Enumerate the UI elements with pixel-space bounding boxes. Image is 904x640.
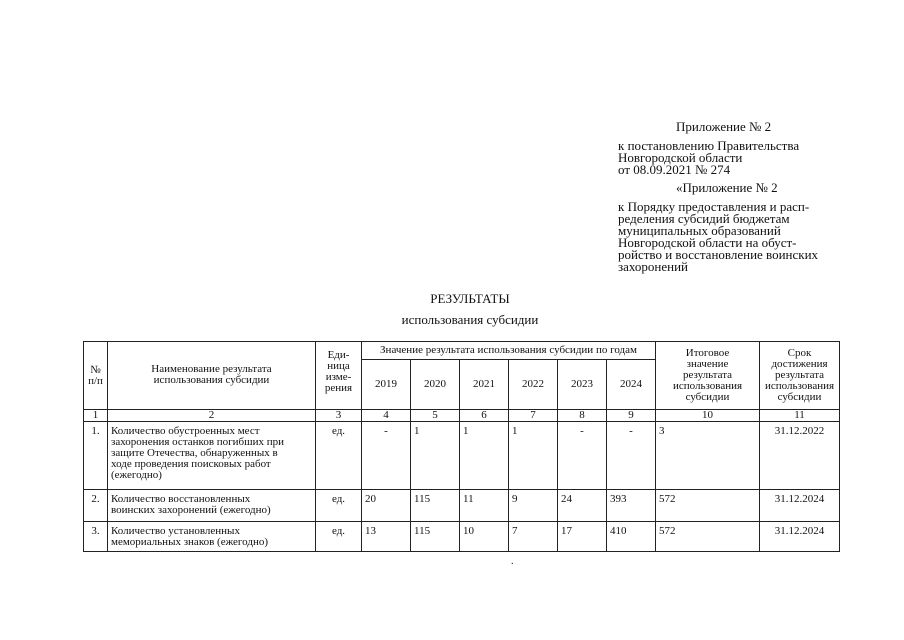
header-year: 2023	[558, 360, 607, 410]
header-deadline-line: использования	[764, 380, 835, 392]
row-total: 3	[656, 422, 760, 490]
header-no-line: №	[90, 363, 101, 376]
inner-appendix-line: муниципальных образований	[618, 223, 781, 238]
column-number: 4	[362, 410, 411, 422]
header-unit-line: рения	[324, 382, 353, 394]
row-deadline: 31.12.2024	[760, 490, 840, 522]
header-year: 2019	[362, 360, 411, 410]
row-total: 572	[656, 522, 760, 552]
row-number: 3.	[84, 522, 108, 552]
value-2021: 1	[460, 422, 509, 490]
value-2022: 9	[509, 490, 558, 522]
row-total: 572	[656, 490, 760, 522]
row-name-line: мемориальных знаков (ежегодно)	[111, 536, 268, 548]
header-no-line: п/п	[88, 374, 103, 387]
column-number: 8	[558, 410, 607, 422]
column-number: 3	[316, 410, 362, 422]
value-2020: 1	[411, 422, 460, 490]
header-deadline-line: субсидии	[777, 391, 822, 403]
header-name	[108, 342, 316, 410]
header-unit-line: ница	[327, 360, 350, 372]
row-name-line: Количество восстановленных	[111, 493, 251, 505]
row-unit: ед.	[316, 522, 362, 552]
header-total-line: использования	[672, 380, 743, 392]
table-row	[84, 422, 840, 490]
header-years-group: Значение результата использования субсидии по годам	[362, 342, 656, 360]
inner-appendix-title: «Приложение № 2	[676, 180, 778, 195]
header-total-line: результата	[682, 369, 733, 381]
header-total-line: значение	[686, 358, 729, 370]
value-2024: 410	[607, 522, 656, 552]
appendix-line: от 08.09.2021 № 274	[618, 162, 731, 177]
row-name-line: (ежегодно)	[111, 469, 162, 481]
appendix-title: Приложение № 2	[676, 119, 772, 134]
header-unit-line: Еди-	[327, 349, 350, 361]
header-deadline-line: достижения	[771, 358, 828, 370]
inner-appendix-line: ределения субсидий бюджетам	[618, 211, 790, 226]
header-name-line: Наименование результата	[151, 363, 272, 375]
row-name-line: защите Отечества, обнаруженных в	[111, 447, 278, 459]
header-deadline	[760, 342, 840, 410]
value-2021: 10	[460, 522, 509, 552]
column-number: 9	[607, 410, 656, 422]
row-unit: ед.	[316, 490, 362, 522]
header-total-line: Итоговое	[685, 347, 730, 359]
header-year: 2024	[607, 360, 656, 410]
row-name-line: ходе проведения поисковых работ	[111, 458, 271, 470]
header-unit-line: изме-	[325, 371, 352, 383]
value-2019: 20	[362, 490, 411, 522]
row-name-line: Количество установленных	[111, 525, 240, 537]
table-row	[84, 522, 840, 552]
value-2023: 17	[558, 522, 607, 552]
results-table	[83, 341, 840, 552]
footer-mark: .	[511, 556, 514, 567]
value-2022: 1	[509, 422, 558, 490]
column-number: 2	[108, 410, 316, 422]
row-name-line: Количество обустроенных мест	[111, 425, 260, 437]
column-number: 5	[411, 410, 460, 422]
value-2023: 24	[558, 490, 607, 522]
value-2023: -	[558, 422, 607, 490]
value-2020: 115	[411, 522, 460, 552]
inner-appendix-line: захоронений	[618, 259, 689, 274]
row-deadline: 31.12.2022	[760, 422, 840, 490]
row-name	[108, 490, 316, 522]
header-name-line: использования субсидии	[153, 374, 270, 386]
row-name	[108, 422, 316, 490]
header-deadline-line: Срок	[787, 347, 812, 359]
header-year: 2021	[460, 360, 509, 410]
row-unit: ед.	[316, 422, 362, 490]
inner-appendix-line: ройство и восстановление воинских	[618, 247, 819, 262]
row-name-line: воинских захоронений (ежегодно)	[111, 504, 271, 516]
header-total-line: субсидии	[685, 391, 730, 403]
inner-appendix-line: Новгородской области на обуст-	[618, 235, 797, 250]
value-2022: 7	[509, 522, 558, 552]
column-number: 7	[509, 410, 558, 422]
column-number: 11	[760, 410, 840, 422]
value-2024: -	[607, 422, 656, 490]
document-title: РЕЗУЛЬТАТЫ	[430, 291, 510, 306]
header-year: 2020	[411, 360, 460, 410]
column-number: 6	[460, 410, 509, 422]
value-2020: 115	[411, 490, 460, 522]
appendix-line: Новгородской области	[618, 150, 743, 165]
row-name	[108, 522, 316, 552]
value-2019: 13	[362, 522, 411, 552]
header-year: 2022	[509, 360, 558, 410]
header-no	[84, 342, 108, 410]
appendix-line: к постановлению Правительства	[618, 138, 800, 153]
inner-appendix-line: к Порядку предоставления и расп-	[618, 199, 810, 214]
header-deadline-line: результата	[774, 369, 825, 381]
row-number: 1.	[84, 422, 108, 490]
table-row	[84, 490, 840, 522]
row-name-line: захоронения останков погибших при	[111, 436, 285, 448]
document-subtitle: использования субсидии	[401, 312, 539, 327]
value-2021: 11	[460, 490, 509, 522]
row-deadline: 31.12.2024	[760, 522, 840, 552]
header-unit	[316, 342, 362, 410]
header-total	[656, 342, 760, 410]
column-number: 1	[84, 410, 108, 422]
value-2024: 393	[607, 490, 656, 522]
row-number: 2.	[84, 490, 108, 522]
value-2019: -	[362, 422, 411, 490]
column-number: 10	[656, 410, 760, 422]
